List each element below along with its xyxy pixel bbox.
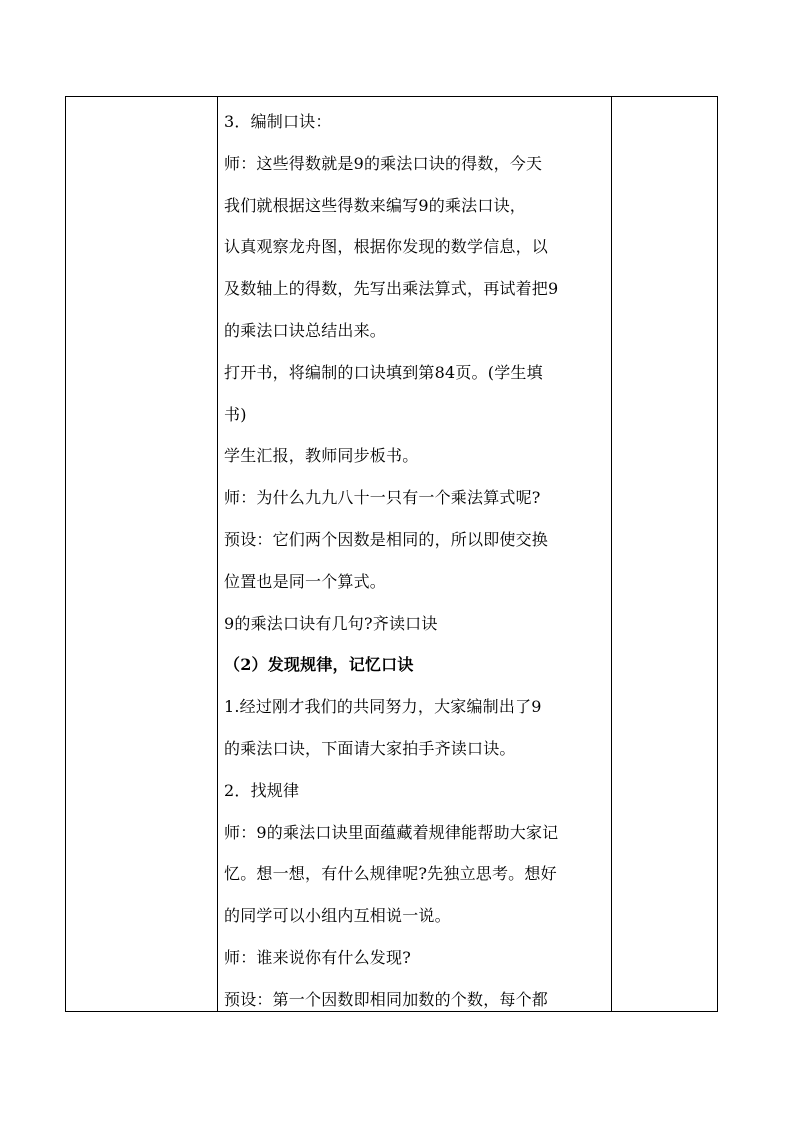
text-line: 我们就根据这些得数来编写9的乘法口诀， <box>224 195 526 215</box>
right-column-cell <box>612 97 717 1011</box>
text-line: 预设：它们两个因数是相同的，所以即使交换 <box>224 529 549 549</box>
text-line: 师：9的乘法口诀里面蕴藏着规律能帮助大家记 <box>224 822 559 842</box>
text-line: 的乘法口诀，下面请大家拍手齐读口诀。 <box>224 738 516 758</box>
text-line: 打开书，将编制的口诀填到第84页。(学生填 <box>224 362 543 382</box>
text-line: 师：为什么九九八十一只有一个乘法算式呢? <box>224 488 541 508</box>
text-line: 1.经过刚才我们的共同努力，大家编制出了9 <box>224 697 542 717</box>
left-column-divider <box>217 97 218 1011</box>
section-heading: 3．编制口诀： <box>224 112 332 131</box>
text-line: 认真观察龙舟图，根据你发现的数学信息，以 <box>224 237 549 257</box>
text-line: 忆。想一想，有什么规律呢?先独立思考。想好 <box>224 864 557 884</box>
text-line: 9的乘法口诀有几句?齐读口诀 <box>224 613 438 633</box>
text-line: 位置也是同一个算式。 <box>224 571 387 591</box>
text-line: 的同学可以小组内互相说一说。 <box>224 906 451 926</box>
lesson-content-cell <box>224 101 606 1021</box>
text-line: 学生汇报，教师同步板书。 <box>224 446 419 466</box>
subsection-heading: （2）发现规律，记忆口诀 <box>224 655 414 675</box>
text-line: 书) <box>224 404 247 424</box>
text-line: 预设：第一个因数即相同加数的个数，每个都 <box>224 989 549 1009</box>
text-line: 师：谁来说你有什么发现? <box>224 947 411 967</box>
text-line: 师：这些得数就是9的乘法口诀的得数，今天 <box>224 153 543 173</box>
lesson-table <box>65 96 718 1012</box>
section-heading: 2．找规律 <box>224 780 300 800</box>
text-line: 及数轴上的得数，先写出乘法算式，再试着把9 <box>224 279 559 299</box>
left-column-cell <box>66 97 217 1011</box>
text-line: 的乘法口诀总结出来。 <box>224 320 387 340</box>
